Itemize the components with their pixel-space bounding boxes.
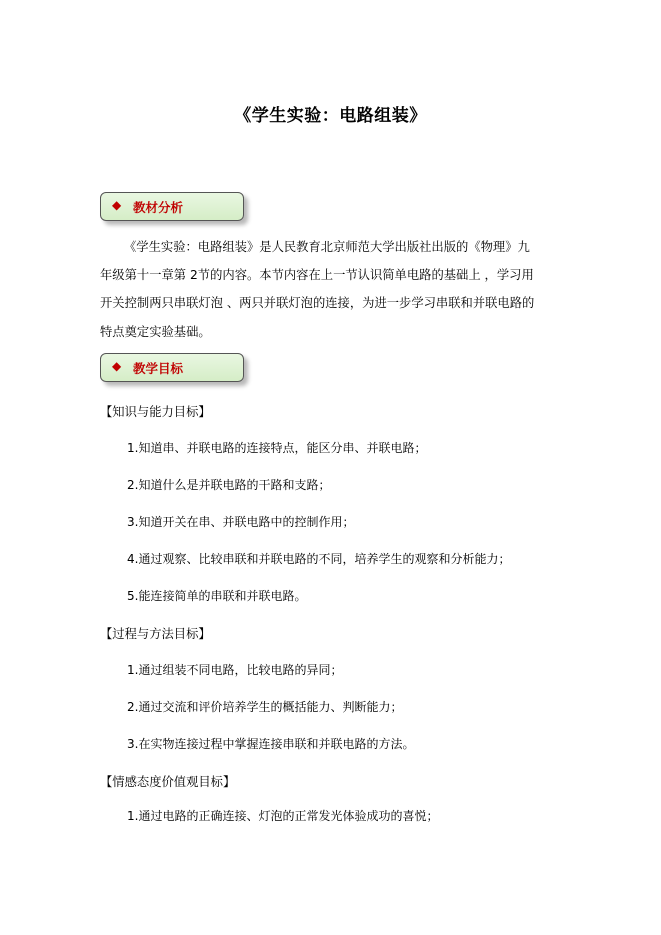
process-goals-heading: 【过程与方法目标】 — [100, 627, 211, 641]
paragraph-line: 特点奠定实验基础。 — [100, 324, 211, 339]
knowledge-goal-item: 4.通过观察、比较串联和并联电路的不同，培养学生的观察和分析能力； — [127, 552, 511, 566]
process-goal-item: 2.通过交流和评价培养学生的概括能力、判断能力； — [127, 700, 403, 714]
emotion-goal-item: 1.通过电路的正确连接、灯泡的正常发光体验成功的喜悦； — [127, 809, 439, 823]
emotion-goals-heading: 【情感态度价值观目标】 — [100, 775, 236, 789]
diamond-bullet-icon: ◆ — [112, 198, 122, 212]
knowledge-goal-item: 2.知道什么是并联电路的干路和支路； — [127, 478, 331, 492]
document-title: 《学生实验：电路组装》 — [234, 106, 427, 126]
paragraph-line: 开关控制两只串联灯泡 、两只并联灯泡的连接，为进一步学习串联和并联电路的 — [100, 296, 535, 311]
process-goal-item: 1.通过组装不同电路，比较电路的异同； — [127, 663, 343, 677]
knowledge-goal-item: 1.知道串、并联电路的连接特点，能区分串、并联电路； — [127, 441, 427, 455]
section-tab-analysis — [100, 192, 244, 221]
paragraph-line: 《学生实验：电路组装》是人民教育北京师范大学出版社出版的《物理》九 — [124, 240, 530, 254]
process-goal-item: 3.在实物连接过程中掌握连接串联和并联电路的方法。 — [127, 737, 415, 751]
section-heading-goals: 教学目标 — [133, 361, 184, 376]
paragraph-line: 年级第十一章第 2节的内容。本节内容在上一节认识简单电路的基础上 ，学习用 — [100, 268, 534, 283]
knowledge-goals-heading: 【知识与能力目标】 — [100, 405, 211, 419]
knowledge-goal-item: 5.能连接简单的串联和并联电路。 — [127, 589, 307, 603]
diamond-bullet-icon: ◆ — [112, 359, 122, 373]
section-heading-analysis: 教材分析 — [133, 200, 184, 215]
section-tab-goals — [100, 353, 244, 382]
analysis-paragraph — [100, 233, 565, 346]
knowledge-goal-item: 3.知道开关在串、并联电路中的控制作用； — [127, 515, 355, 529]
